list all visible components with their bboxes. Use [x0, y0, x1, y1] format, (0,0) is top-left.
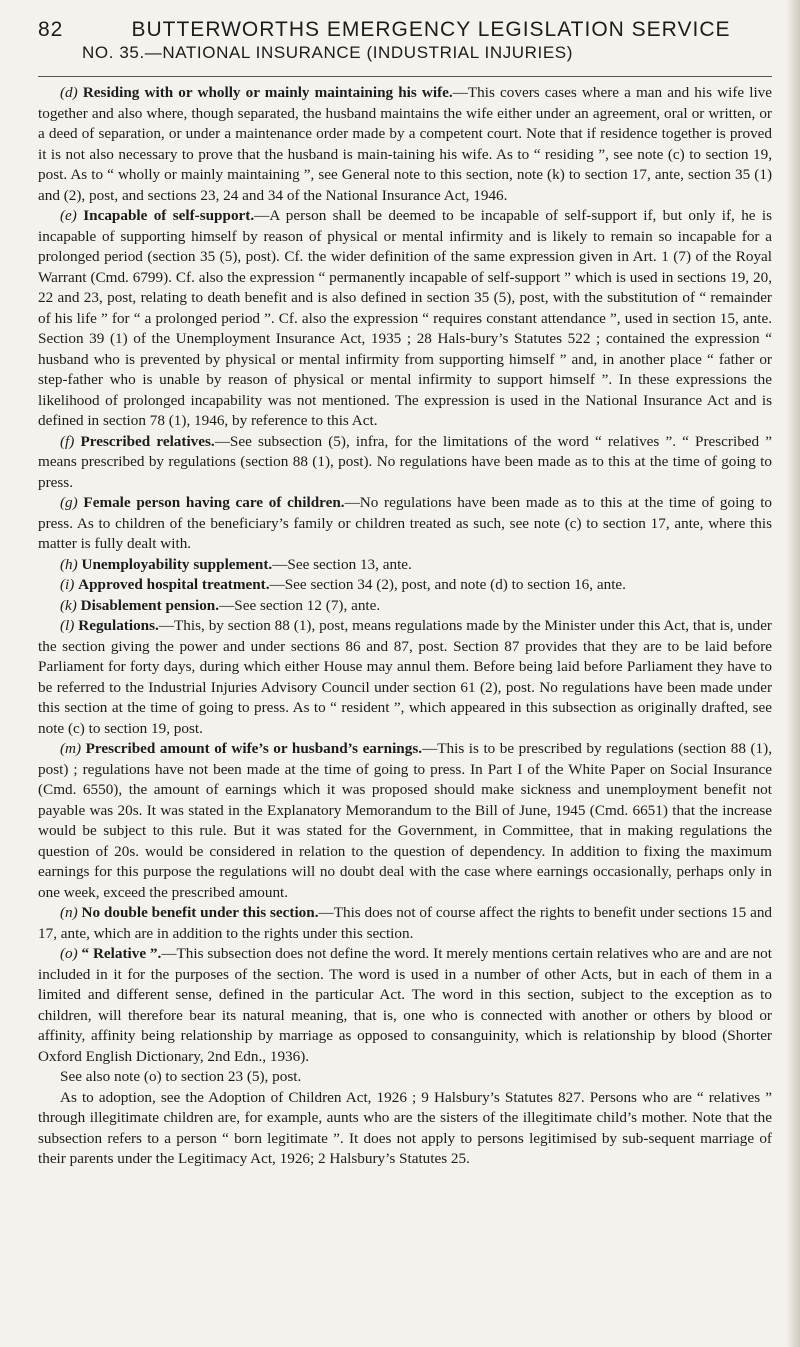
note-i — [38, 575, 772, 596]
note-letter: (l) — [60, 617, 75, 634]
note-letter: (f) — [60, 432, 75, 450]
notes-body — [38, 83, 772, 1170]
note-heading: Incapable of self-support. — [83, 207, 255, 224]
note-letter: (i) — [60, 576, 75, 593]
note-text: —See subsection (5), infra, for the limitations of the word “ relatives ”. “ Prescribed ” means prescribed by regulations (section 88 (1), post). No regulations have been made as to this at the time of going to press. — [38, 432, 773, 491]
note-heading: Unemployability supplement. — [81, 555, 273, 573]
note-letter: (m) — [60, 740, 82, 757]
note-heading: No double benefit under this section. — [81, 904, 319, 921]
note-l — [38, 616, 772, 739]
note-text: —This does not of course affect the rights to benefit under sections 15 and 17, ante, which are in addition to the rights under this section. — [38, 904, 773, 942]
note-letter: (h) — [60, 555, 78, 573]
note-letter: (e) — [60, 207, 77, 224]
note-letter: (k) — [60, 596, 77, 614]
series-title: BUTTERWORTHS EMERGENCY LEGISLATION SERVICE — [131, 18, 731, 41]
note-heading: Prescribed relatives. — [80, 432, 215, 450]
note-heading: Residing with or wholly or mainly maintaining his wife. — [82, 84, 453, 101]
running-head — [38, 18, 772, 42]
note-text: —This is to be prescribed by regulations (section 88 (1), post) ; regulations have not been made at the time of going to press. In Part I of the White Paper on Social Insurance (Cmd. 6550), the amount of earnings which it was proposed should make sickness and unemployment benefit not payable was 20s. It was stated in the Explanatory Memorandum to the Bill of June, 1945 (Cmd. 6651) that the increase would be subject to this rule. But it was stated for the Government, in Committee, that in making regulations the question of 20s. would be considered in relation to the question of dependency. In addition to fixing the maximum earnings for this purpose the regulations will no doubt deal with the case where earnings occasionally, perhaps only in one week, exceed the prescribed amount. — [38, 740, 772, 901]
note-heading: Disablement pension. — [80, 596, 220, 614]
note-heading: Prescribed amount of wife’s or husband’s earnings. — [85, 740, 423, 757]
note-text: —This covers cases where a man and his wife live together and also where, though separated, the husband maintains the wife either under an agreement, oral or written, or a deed of separation, or under a maintenance order made by a competent court. Note that if residence together is proved it is not also necessary to prove that the husband is main-taining his wife. As to “ residing ”, see note (c) to section 19, post. As to “ wholly or mainly maintaining ”, see General note to this section, note (k) to section 17, ante, section 35 (1) and (2), post, and sections 23, 24 and 34 of the National Insurance Act, 1946. — [38, 84, 772, 204]
note-letter: (o) — [60, 945, 78, 962]
note-heading: Female person having care of children. — [83, 494, 345, 511]
page-number: 82 — [38, 18, 64, 41]
note-g — [38, 493, 772, 555]
note-heading: Approved hospital treatment. — [78, 576, 270, 593]
note-text: —This, by section 88 (1), post, means regulations made by the Minister under this Act, that is, under the section giving the power and under sections 86 and 87, post. Section 87 provides that they are to be laid before Parliament for forty days, during which either House may annul them. Before being laid before Parliament they have to be referred to the Industrial Injuries Advisory Council under section 61 (2), post. No regulations have been made under this section at the time of going to press. As to “ resident ”, which appeared in this subsection as originally drafted, see note (c) to section 19, post. — [38, 617, 772, 737]
note-heading: Regulations. — [78, 617, 159, 634]
note-text: —See section 13, ante. — [272, 555, 412, 573]
note-text: —This subsection does not define the word. It merely mentions certain relatives who are and are not included in it for the purposes of the section. The word is used in a number of other Acts, but in each of them in a limited and different sense, defined in the particular Act. The word in this section, subject to the exception as to children, will therefore bear its natural meaning, that is, one who is connected with another or others by blood or affinity, affinity being relationship by marriage as opposed to consanguinity, which is relationship by blood (Shorter Oxford English Dictionary, 2nd Edn., 1936). — [38, 945, 772, 1065]
act-title: NO. 35.—NATIONAL INSURANCE (INDUSTRIAL INJURIES) — [82, 43, 574, 62]
note-f — [38, 432, 772, 494]
note-e — [38, 206, 772, 432]
page-edge-shadow — [786, 0, 800, 1347]
note-letter: (d) — [60, 84, 78, 101]
note-h — [38, 555, 772, 576]
note-heading: “ Relative ”. — [81, 945, 162, 962]
header-rule — [38, 76, 772, 77]
note-text: —See section 12 (7), ante. — [219, 596, 381, 614]
note-d — [38, 83, 772, 206]
continuation-paragraph: See also note (o) to section 23 (5), post. — [60, 1068, 302, 1085]
note-letter: (n) — [60, 904, 78, 921]
note-text: —No regulations have been made as to this at the time of going to press. As to children of the beneficiary’s family or children treated as such, see note (c) to section 17, ante, where this matter is fully dealt with. — [38, 494, 773, 552]
note-k — [38, 596, 772, 617]
note-text: —A person shall be deemed to be incapable of self-support if, but only if, he is incapable of supporting himself by reason of physical or mental infirmity and is likely to remain so incapable for a prolonged period (section 35 (5), post). Cf. the wider definition of the same expression given in Art. 1 (7) of the Royal Warrant (Cmd. 6799). Cf. also the expression “ permanently incapable of self-support ” which is used in sections 19, 20, 22 and 23, post, relating to death benefit and is also defined in section 35 (5), post, with the substitution of “ remainder of his life ” for “ a prolonged period ”. Cf. also the expression “ requires constant attendance ”, used in section 15, ante. Section 39 (1) of the Unemployment Insurance Act, 1935 ; 28 Hals-bury’s Statutes 522 ; contained the expression “ husband who is prevented by physical or mental infirmity from supporting himself ” and, in another place “ father or step-father who is unable by reason of physical or mental infirmity to support himself ”. In these expressions the likelihood of prolonged incapability was not mentioned. The expression is used in the National Insurance Act and is defined in section 78 (1), 1946, by reference to this Act. — [38, 207, 773, 429]
note-letter: (g) — [60, 494, 78, 511]
note-o — [38, 944, 772, 1067]
note-m — [38, 739, 772, 903]
continuation-paragraph: As to adoption, see the Adoption of Children Act, 1926 ; 9 Halsbury’s Statutes 827. Persons who are “ relatives ” through illegitimate children are, for example, aunts who are the sisters of the illegitimate child’s mother. Note that the subsection refers to a person “ born legitimate ”. It does not apply to persons legitimised by sub-sequent marriage of their parents under the Legitimacy Act, 1926; 2 Halsbury’s Statutes 25. — [38, 1088, 772, 1167]
note-n — [38, 903, 772, 944]
note-text: —See section 34 (2), post, and note (d) to section 16, ante. — [269, 576, 626, 593]
